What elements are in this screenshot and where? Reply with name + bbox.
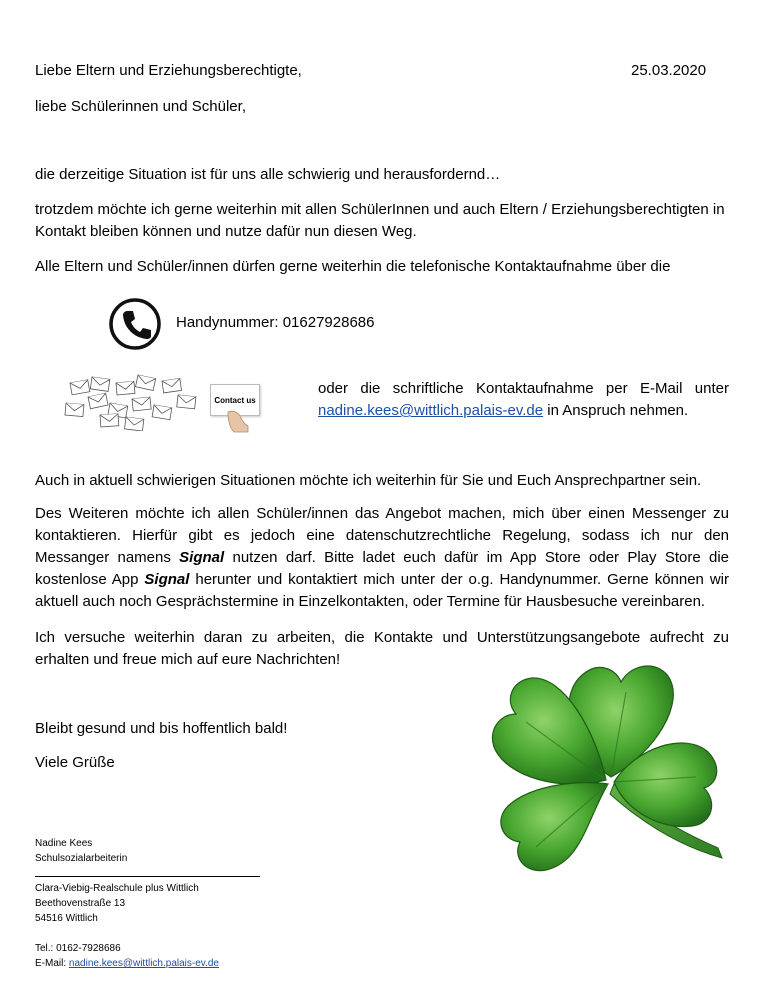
signature-email-label: E-Mail: <box>35 958 69 969</box>
closing-greeting: Viele Grüße <box>35 754 115 771</box>
closing-wish: Bleibt gesund und bis hoffentlich bald! <box>35 720 288 737</box>
messenger-text-b: nutzen darf. Bitte ladet euch dafür im App Store oder Play Store die kostenlose App <box>35 549 729 588</box>
paragraph-closing-thoughts: Ich versuche weiterhin daran zu arbeiten, die Kontakte und Unterstützungsangebote aufrecht zu erhalten und freue mich auf eure Nachrichten! <box>35 629 729 668</box>
signal-name-2: Signal <box>144 571 190 588</box>
school-street: Beethovenstraße 13 <box>35 898 126 909</box>
contact-us-sign: Contact us <box>210 384 260 416</box>
signal-name-1: Signal <box>179 549 225 566</box>
letter-date: 25.03.2020 <box>631 62 707 79</box>
email-text-after: in Anspruch nehmen. <box>543 402 689 419</box>
signature-email-link[interactable]: nadine.kees@wittlich.palais-ev.de <box>68 958 219 969</box>
school-city: 54516 Wittlich <box>35 913 98 924</box>
email-text-before: oder die schriftliche Kontaktaufnahme per E-Mail unter <box>318 380 729 397</box>
four-leaf-clover-illustration <box>486 652 726 892</box>
greeting: Liebe Eltern und Erziehungsberechtigte, <box>35 62 302 79</box>
paragraph-situation: die derzeitige Situation ist für uns alle schwierig und herausfordernd… <box>35 166 501 183</box>
envelopes-illustration <box>64 373 199 431</box>
phone-number-text: Handynummer: 01627928686 <box>176 314 375 331</box>
contact-us-hand-illustration <box>210 384 260 436</box>
signature-role: Schulsozialarbeiterin <box>35 853 128 864</box>
paragraph-email <box>318 378 729 422</box>
paragraph-contact: trotzdem möchte ich gerne weiterhin mit allen SchülerInnen und auch Eltern / Erziehungsberechtigten in Kontakt bleiben können und nutze dafür nun diesen Weg. <box>35 201 725 240</box>
paragraph-phone-intro: Alle Eltern und Schüler/innen dürfen gerne weiterhin die telefonische Kontaktaufnahme über die <box>35 258 671 275</box>
paragraph-messenger <box>35 503 729 613</box>
paragraph-support: Auch in aktuell schwierigen Situationen möchte ich weiterhin für Sie und Euch Ansprechpartner sein. <box>35 472 702 489</box>
messenger-text-a: Des Weiteren möchte ich allen Schüler/innen das Angebot machen, mich über einen Messenger zu kontaktieren. Hierfür gibt es jedoch eine datenschutzrechtliche Regelung, sodass ich nur den Messanger namens <box>35 505 729 566</box>
greeting-students: liebe Schülerinnen und Schüler, <box>35 98 246 115</box>
signature-divider <box>35 876 260 877</box>
signature-name: Nadine Kees <box>35 838 93 849</box>
signature-email-line <box>35 956 219 971</box>
phone-icon <box>108 297 162 351</box>
email-link[interactable]: nadine.kees@wittlich.palais-ev.de <box>318 402 544 419</box>
messenger-text-c: herunter und kontaktiert mich unter der o.g. Handynummer. Gerne können wir aktuell auch noch Gesprächstermine in Einzelkontakten, oder Termine für Hausbesuche vereinbaren. <box>35 571 729 610</box>
signature-phone: Tel.: 0162-7928686 <box>35 943 121 954</box>
school-name: Clara-Viebig-Realschule plus Wittlich <box>35 883 199 894</box>
